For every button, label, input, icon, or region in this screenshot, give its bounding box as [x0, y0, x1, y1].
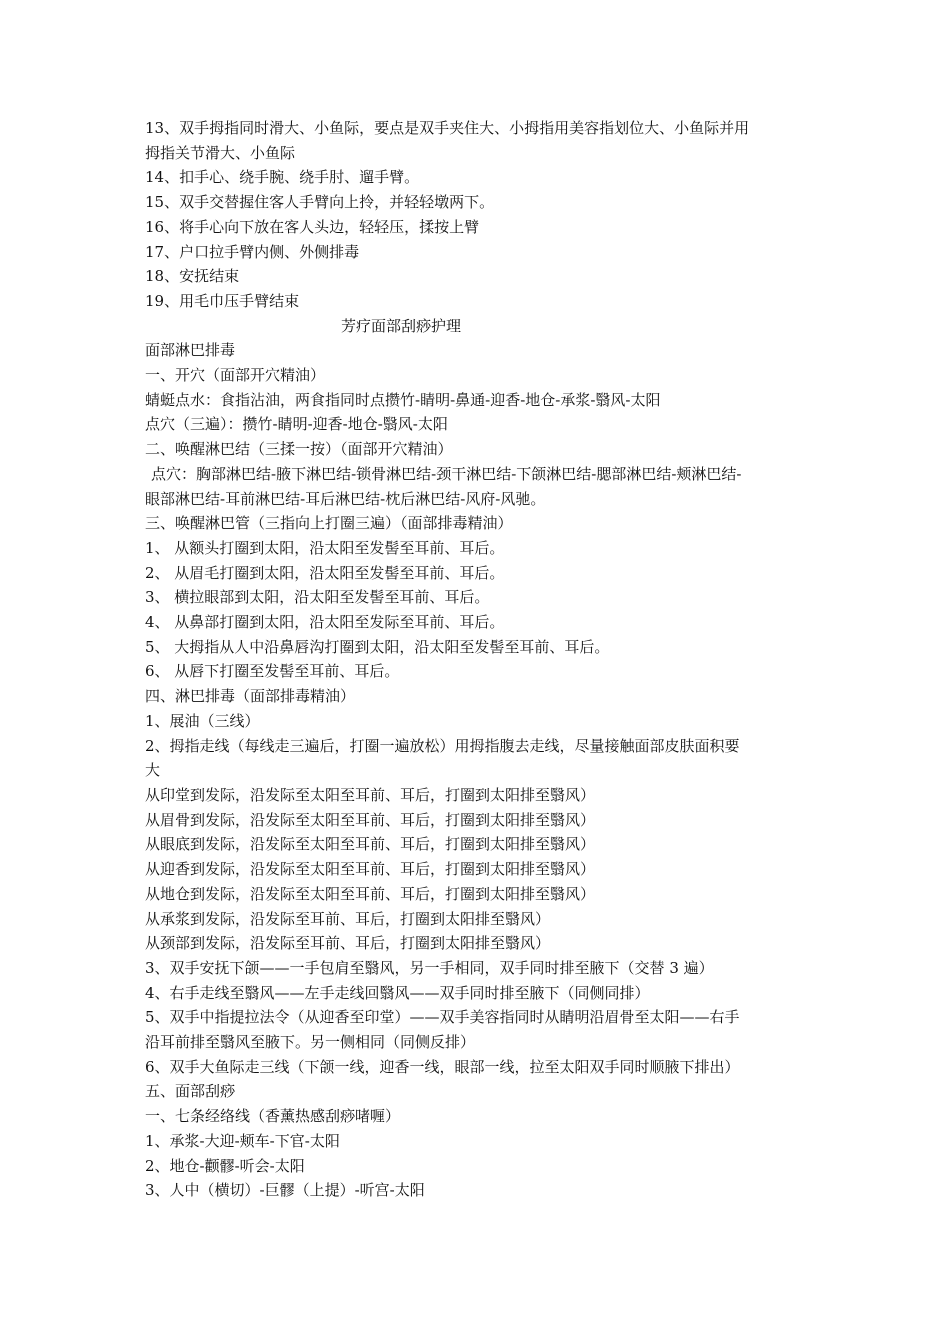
subsection-heading: 四、淋巴排毒（面部排毒精油）: [145, 687, 356, 706]
text-line: 点穴：胸部淋巴结-腋下淋巴结-锁骨淋巴结-颈干淋巴结-下颌淋巴结-腮部淋巴结-颊淋巴结-: [151, 464, 742, 483]
text-line: 点穴（三遍）：攒竹-睛明-迎香-地仓-翳风-太阳: [145, 415, 448, 434]
list-item: 5、双手中指提拉法令（从迎香至印堂）——双手美容指同时从睛明沿眉骨至太阳——右手: [145, 1008, 740, 1027]
text-line: 从承浆到发际，沿发际至耳前、耳后，打圈到太阳排至翳风）: [145, 909, 551, 928]
list-item: 6、双手大鱼际走三线（下颌一线，迎香一线，眼部一线，拉至太阳双手同时顺腋下排出）: [145, 1057, 740, 1076]
list-item: 4、 从鼻部打圈到太阳，沿太阳至发际至耳前、耳后。: [145, 613, 505, 632]
list-item: 2、拇指走线（每线走三遍后，打圈一遍放松）用拇指腹去走线，尽量接触面部皮肤面积要: [145, 736, 740, 755]
text-line: 13、双手拇指同时滑大、小鱼际，要点是双手夹住大、小拇指用美容指划位大、小鱼际并用: [145, 119, 750, 137]
text-line: 15、双手交替握住客人手臂向上拎，并轻轻墩两下。: [145, 193, 495, 212]
text-line: 18、安抚结束: [145, 267, 240, 286]
list-item: 6、 从唇下打圈至发髻至耳前、耳后。: [145, 662, 400, 681]
section-title: 芳疗面部刮痧护理: [341, 316, 462, 335]
list-item: 3、人中（横切）-巨髎（上提）-听宫-太阳: [145, 1181, 425, 1200]
text-line: 从地仓到发际，沿发际至太阳至耳前、耳后，打圈到太阳排至翳风）: [145, 884, 596, 903]
section-heading: 面部淋巴排毒: [145, 341, 236, 360]
text-line: 大: [145, 761, 161, 780]
text-line: 从印堂到发际，沿发际至太阳至耳前、耳后，打圈到太阳排至翳风）: [145, 785, 596, 804]
list-item: 5、 大拇指从人中沿鼻唇沟打圈到太阳，沿太阳至发髻至耳前、耳后。: [145, 637, 610, 656]
subsection-heading: 三、唤醒淋巴管（三指向上打圈三遍）（面部排毒精油）: [145, 514, 513, 533]
list-item: 2、地仓-颧髎-听会-太阳: [145, 1156, 305, 1175]
subsection-heading: 二、唤醒淋巴结（三揉一按）（面部开穴精油）: [145, 440, 453, 459]
text-line: 17、户口拉手臂内侧、外侧排毒: [145, 242, 360, 261]
text-line: 从颈部到发际，沿发际至耳前、耳后，打圈到太阳排至翳风）: [145, 934, 551, 953]
text-line: 沿耳前排至翳风至腋下。另一侧相同（同侧反排）: [145, 1033, 476, 1052]
text-line: 眼部淋巴结-耳前淋巴结-耳后淋巴结-枕后淋巴结-风府-风驰。: [145, 489, 546, 508]
text-line: 14、扣手心、绕手腕、绕手肘、遛手臂。: [145, 168, 420, 187]
subsection-heading: 一、开穴（面部开穴精油）: [145, 366, 326, 385]
text-line: 16、将手心向下放在客人头边，轻轻压，揉按上臂: [145, 217, 480, 236]
list-item: 2、 从眉毛打圈到太阳，沿太阳至发髻至耳前、耳后。: [145, 563, 505, 582]
text-line: 从迎香到发际，沿发际至太阳至耳前、耳后，打圈到太阳排至翳风）: [145, 860, 596, 879]
text-line: 拇指关节滑大、小鱼际: [145, 143, 296, 162]
text-line: 蜻蜓点水：食指沾油，两食指同时点攒竹-睛明-鼻通-迎香-地仓-承浆-翳风-太阳: [145, 390, 661, 409]
subsection-heading: 一、七条经络线（香薰热感刮痧啫喱）: [145, 1107, 401, 1126]
text-line: 从眼底到发际，沿发际至太阳至耳前、耳后，打圈到太阳排至翳风）: [145, 835, 596, 854]
text-line: 从眉骨到发际，沿发际至太阳至耳前、耳后，打圈到太阳排至翳风）: [145, 810, 596, 829]
list-item: 1、展油（三线）: [145, 711, 260, 730]
document-page: [145, 116, 817, 1203]
text-line: 19、用毛巾压手臂结束: [145, 291, 300, 310]
list-item: 1、 从额头打圈到太阳，沿太阳至发髻至耳前、耳后。: [145, 538, 505, 557]
list-item: 3、 横拉眼部到太阳，沿太阳至发髻至耳前、耳后。: [145, 588, 490, 607]
list-item: 4、右手走线至翳风——左手走线回翳风——双手同时排至腋下（同侧同排）: [145, 983, 650, 1002]
list-item: 1、承浆-大迎-颊车-下官-太阳: [145, 1131, 340, 1150]
subsection-heading: 五、面部刮痧: [145, 1082, 236, 1101]
list-item: 3、双手安抚下颌——一手包肩至翳风，另一手相同，双手同时排至腋下（交替 3 遍）: [145, 958, 714, 977]
